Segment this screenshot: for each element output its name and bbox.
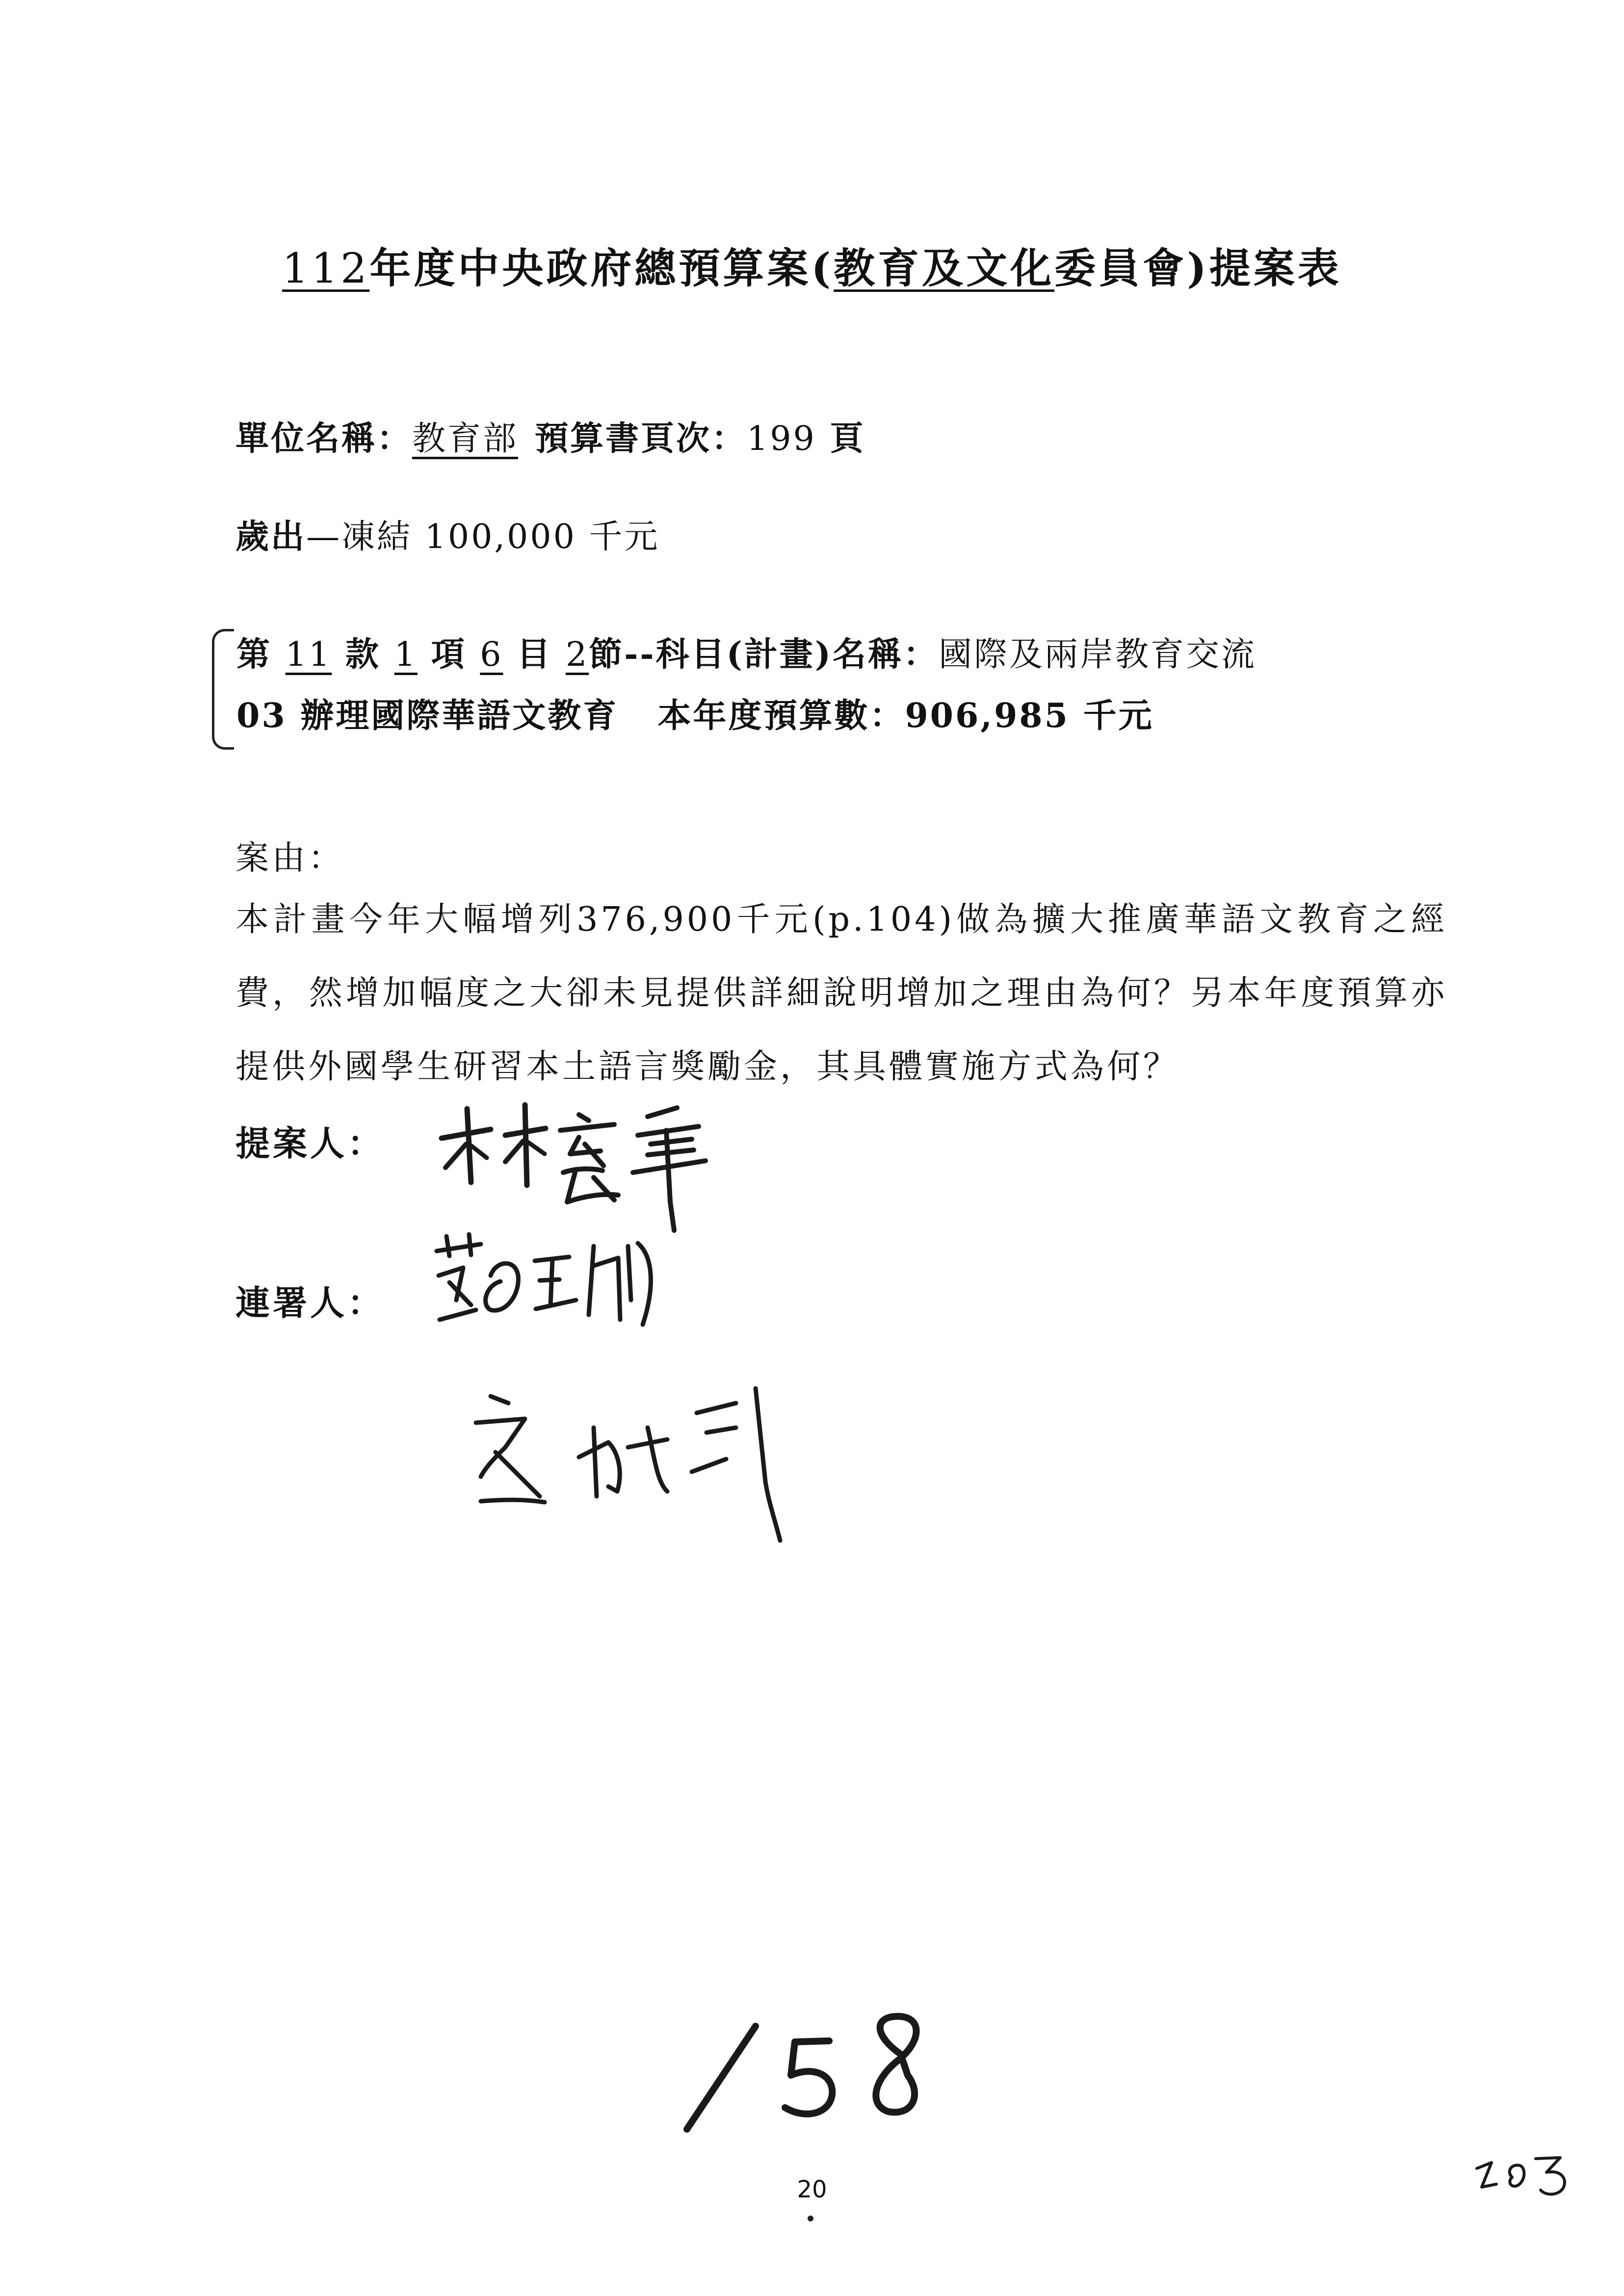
title-prefix: 年度中央政府總預算案( [369,244,834,292]
title-suffix: 委員會)提案表 [1054,244,1342,292]
account-jie: 2 [565,635,589,674]
account-text: 款 [345,635,381,674]
account-kuan: 11 [285,635,332,674]
account-text: 目 [517,635,552,674]
title-year: 112 [282,244,370,292]
cosigner-signature [422,1226,697,1354]
proposer-label: 提案人： [236,1123,385,1164]
account-bracket [212,629,234,750]
sub-item: 03 辦理國際華語文教育 [236,696,619,735]
budget-amount-label: 本年度預算數： [657,696,905,735]
budget-page-unit: 頁 [830,419,865,458]
unit-label: 單位名稱： [236,419,413,458]
reason-body: 本計畫今年大幅增列376,900千元(p.104)做為擴大推廣華語文教育之經費，然增加幅度之大卻未見提供詳細說明增加之理由為何？另本年度預算亦提供外國學生研習本土語言獎勵金，其具體實施方式為何？ [236,900,1447,1086]
account-line [236,628,1257,676]
account-text: 節--科目(計畫)名稱： [589,635,939,674]
unit-line [236,412,865,460]
budget-page-label: 預算書頁次： [535,419,747,458]
expense-value: —凍結 100,000 千元 [306,518,660,556]
title-committee: 教育及文化 [834,244,1055,292]
form-title [0,235,1624,295]
budget-amount-value: 906,985 千元 [905,696,1154,735]
account-text: 項 [431,635,467,674]
handwritten-number [667,2007,962,2149]
page-dot [808,2216,813,2221]
account-mu: 6 [480,635,503,674]
expense-label: 歲出 [236,517,307,556]
reason-label: 案由： [236,839,345,878]
unit-value: 教育部 [412,419,519,458]
account-xiang: 1 [394,635,418,674]
account-text: 第 [236,635,272,674]
page-number: 20 [797,2176,827,2203]
budget-page-value: 199 [747,419,816,458]
proposer-signature [432,1099,736,1246]
expense-line [236,510,659,558]
cosigner-signature [461,1374,814,1570]
cosigner-label: 連署人： [236,1282,385,1323]
sub-item-line [236,689,1154,737]
program-name: 國際及兩岸教育交流 [939,635,1257,674]
